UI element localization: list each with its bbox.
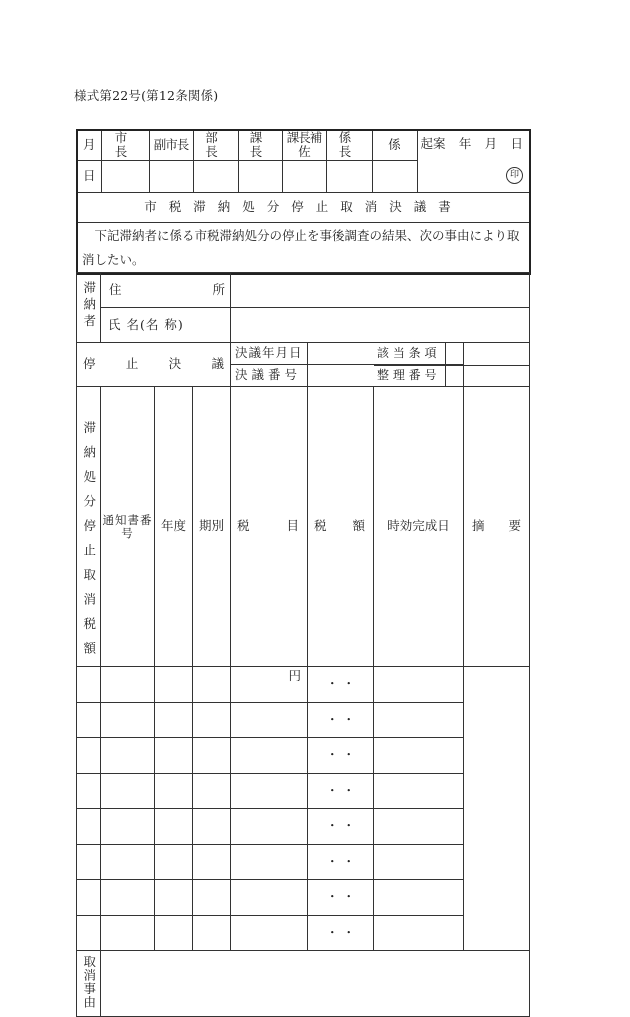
date-separator: ・ [342, 924, 356, 940]
reference-number-label: 整 理 番 号 [377, 368, 437, 383]
tax-amount-cell[interactable] [231, 844, 308, 880]
tax-amount-cell[interactable] [231, 702, 308, 738]
stamp-box-director[interactable] [193, 160, 238, 192]
tax-row [77, 667, 530, 703]
role-section-chief: 課 長 [238, 130, 282, 160]
notice-number-cell[interactable] [77, 667, 101, 703]
tax-item-cell[interactable] [193, 880, 231, 916]
date-label-month: 月 [77, 130, 101, 160]
period-cell[interactable] [155, 667, 193, 703]
cancellation-side-label: 滞納処分停止取消税額 [77, 387, 101, 667]
tax-item-cell[interactable] [193, 773, 231, 809]
fiscal-year-cell[interactable] [101, 773, 155, 809]
role-staff: 係 [372, 130, 417, 160]
remarks-cell[interactable] [374, 880, 464, 916]
date-separator: ・ [342, 676, 356, 692]
fiscal-year-cell[interactable] [101, 809, 155, 845]
tax-item-cell[interactable] [193, 738, 231, 774]
header-tax-item: 税 目 [231, 387, 308, 667]
remarks-cell[interactable] [374, 809, 464, 845]
name-label: 氏 名(名 称) [101, 308, 231, 343]
date-separator: ・ [342, 818, 356, 834]
cancellation-reason-field[interactable] [101, 951, 530, 1017]
date-separator: ・ [326, 676, 339, 692]
notice-number-cell[interactable] [77, 809, 101, 845]
draft-cell [417, 130, 530, 192]
notice-number-cell[interactable] [77, 702, 101, 738]
fiscal-year-cell[interactable] [101, 738, 155, 774]
draft-day-label: 日 [510, 136, 523, 151]
clause-value-field[interactable] [445, 366, 530, 388]
document-preamble: 下記滞納者に係る市税滞納処分の停止を事後調査の結果、次の事由により取消したい。 [77, 222, 530, 274]
date-separator: ・ [326, 818, 339, 834]
date-separator: ・ [326, 747, 339, 763]
notice-number-cell[interactable] [77, 773, 101, 809]
date-separator: ・ [342, 853, 356, 869]
tax-row [77, 773, 530, 809]
period-cell[interactable] [155, 915, 193, 951]
tax-item-cell[interactable] [193, 844, 231, 880]
decision-date-label: 決議年月日 [231, 343, 308, 365]
tax-amount-cell[interactable] [231, 809, 308, 845]
stamp-box-deputy-mayor[interactable] [149, 160, 193, 192]
header-tax-amount: 税 額 [308, 387, 374, 667]
period-cell[interactable] [155, 880, 193, 916]
period-cell[interactable] [155, 738, 193, 774]
tax-item-cell[interactable] [193, 809, 231, 845]
fiscal-year-cell[interactable] [101, 880, 155, 916]
period-cell[interactable] [155, 809, 193, 845]
tax-amount-cell[interactable] [231, 667, 308, 703]
notice-number-cell[interactable] [77, 844, 101, 880]
date-separator: ・ [342, 889, 356, 905]
tax-row [77, 880, 530, 916]
tax-row [77, 915, 530, 951]
form-number: 様式第22号(第12条関係) [74, 88, 219, 103]
period-cell[interactable] [155, 773, 193, 809]
tax-amount-cell[interactable] [231, 915, 308, 951]
header-period: 期別 [193, 387, 231, 667]
fiscal-year-cell[interactable] [101, 702, 155, 738]
notice-number-cell[interactable] [77, 880, 101, 916]
tax-item-cell[interactable] [193, 702, 231, 738]
approval-table [76, 129, 531, 275]
date-separator: ・ [342, 782, 356, 798]
role-assistant-chief: 課長補佐 [282, 130, 326, 160]
fiscal-year-cell[interactable] [101, 844, 155, 880]
suspension-label: 停 止 決 議 [77, 343, 231, 387]
fiscal-year-cell[interactable] [101, 667, 155, 703]
address-label: 住 所 [101, 273, 231, 308]
clause-group [377, 343, 530, 387]
stamp-box-section-chief[interactable] [238, 160, 282, 192]
date-separator: ・ [326, 924, 339, 940]
stamp-box-staff[interactable] [372, 160, 417, 192]
tax-row [77, 809, 530, 845]
draft-label: 起案 [420, 136, 446, 151]
draft-year-label: 年 [458, 136, 472, 151]
name-field[interactable] [231, 308, 530, 343]
stamp-box-mayor[interactable] [101, 160, 149, 192]
tax-item-cell[interactable] [193, 915, 231, 951]
expiry-date-cell[interactable] [308, 844, 374, 880]
tax-amount-cell[interactable] [231, 773, 308, 809]
header-fiscal-year: 年度 [155, 387, 193, 667]
period-cell[interactable] [155, 702, 193, 738]
tax-amount-cell[interactable] [231, 738, 308, 774]
header-expiry-date: 時効完成日 [374, 387, 464, 667]
tax-amount-cell[interactable] [231, 880, 308, 916]
applicable-clause-label: 該 当 条 項 [377, 345, 437, 360]
stamp-box-subsection-chief[interactable] [326, 160, 372, 192]
document-title: 市税滞納処分停止取消決議書 [77, 192, 530, 222]
expiry-date-cell[interactable] [308, 880, 374, 916]
expiry-date-cell[interactable] [308, 915, 374, 951]
header-remarks: 摘 要 [464, 387, 530, 667]
date-separator: ・ [326, 889, 339, 905]
role-mayor: 市 長 [101, 130, 149, 160]
date-label-day: 日 [77, 160, 101, 192]
stamp-box-assistant-chief[interactable] [282, 160, 326, 192]
date-separator: ・ [326, 853, 339, 869]
remarks-cell[interactable] [374, 667, 464, 703]
date-separator: ・ [342, 711, 356, 727]
expiry-date-cell[interactable] [308, 702, 374, 738]
tax-item-cell[interactable] [193, 667, 231, 703]
tax-row [77, 738, 530, 774]
tax-row [77, 702, 530, 738]
expiry-date-cell[interactable] [308, 809, 374, 845]
role-deputy-mayor: 副市長 [149, 130, 193, 160]
delinquent-section-label: 滞納者 [77, 273, 101, 343]
notice-number-cell[interactable] [77, 915, 101, 951]
remarks-cell[interactable] [374, 702, 464, 738]
remarks-cell[interactable] [374, 773, 464, 809]
details-table [76, 272, 530, 1017]
draft-month-label: 月 [484, 136, 498, 151]
remarks-cell[interactable] [374, 915, 464, 951]
cancellation-reason-label: 取消事由 [77, 951, 101, 1017]
tax-row [77, 844, 530, 880]
header-notice-number: 通知書番 号 [101, 387, 155, 667]
expiry-date-cell[interactable] [308, 667, 374, 703]
expiry-date-cell[interactable] [308, 738, 374, 774]
date-separator: ・ [326, 782, 339, 798]
remarks-cell[interactable] [374, 738, 464, 774]
seal-icon: 印 [506, 167, 523, 184]
decision-number-label: 決 議 番 号 [231, 365, 308, 387]
clause-value-field[interactable] [445, 343, 530, 365]
period-cell[interactable] [155, 844, 193, 880]
yen-unit-label: 円 [288, 668, 302, 683]
role-subsection-chief: 係 長 [326, 130, 372, 160]
expiry-date-cell[interactable] [308, 773, 374, 809]
date-separator: ・ [326, 711, 339, 727]
remarks-cell[interactable] [374, 844, 464, 880]
address-field[interactable] [231, 273, 530, 308]
notice-number-cell[interactable] [77, 738, 101, 774]
role-director: 部 長 [193, 130, 238, 160]
fiscal-year-cell[interactable] [101, 915, 155, 951]
date-separator: ・ [342, 747, 356, 763]
